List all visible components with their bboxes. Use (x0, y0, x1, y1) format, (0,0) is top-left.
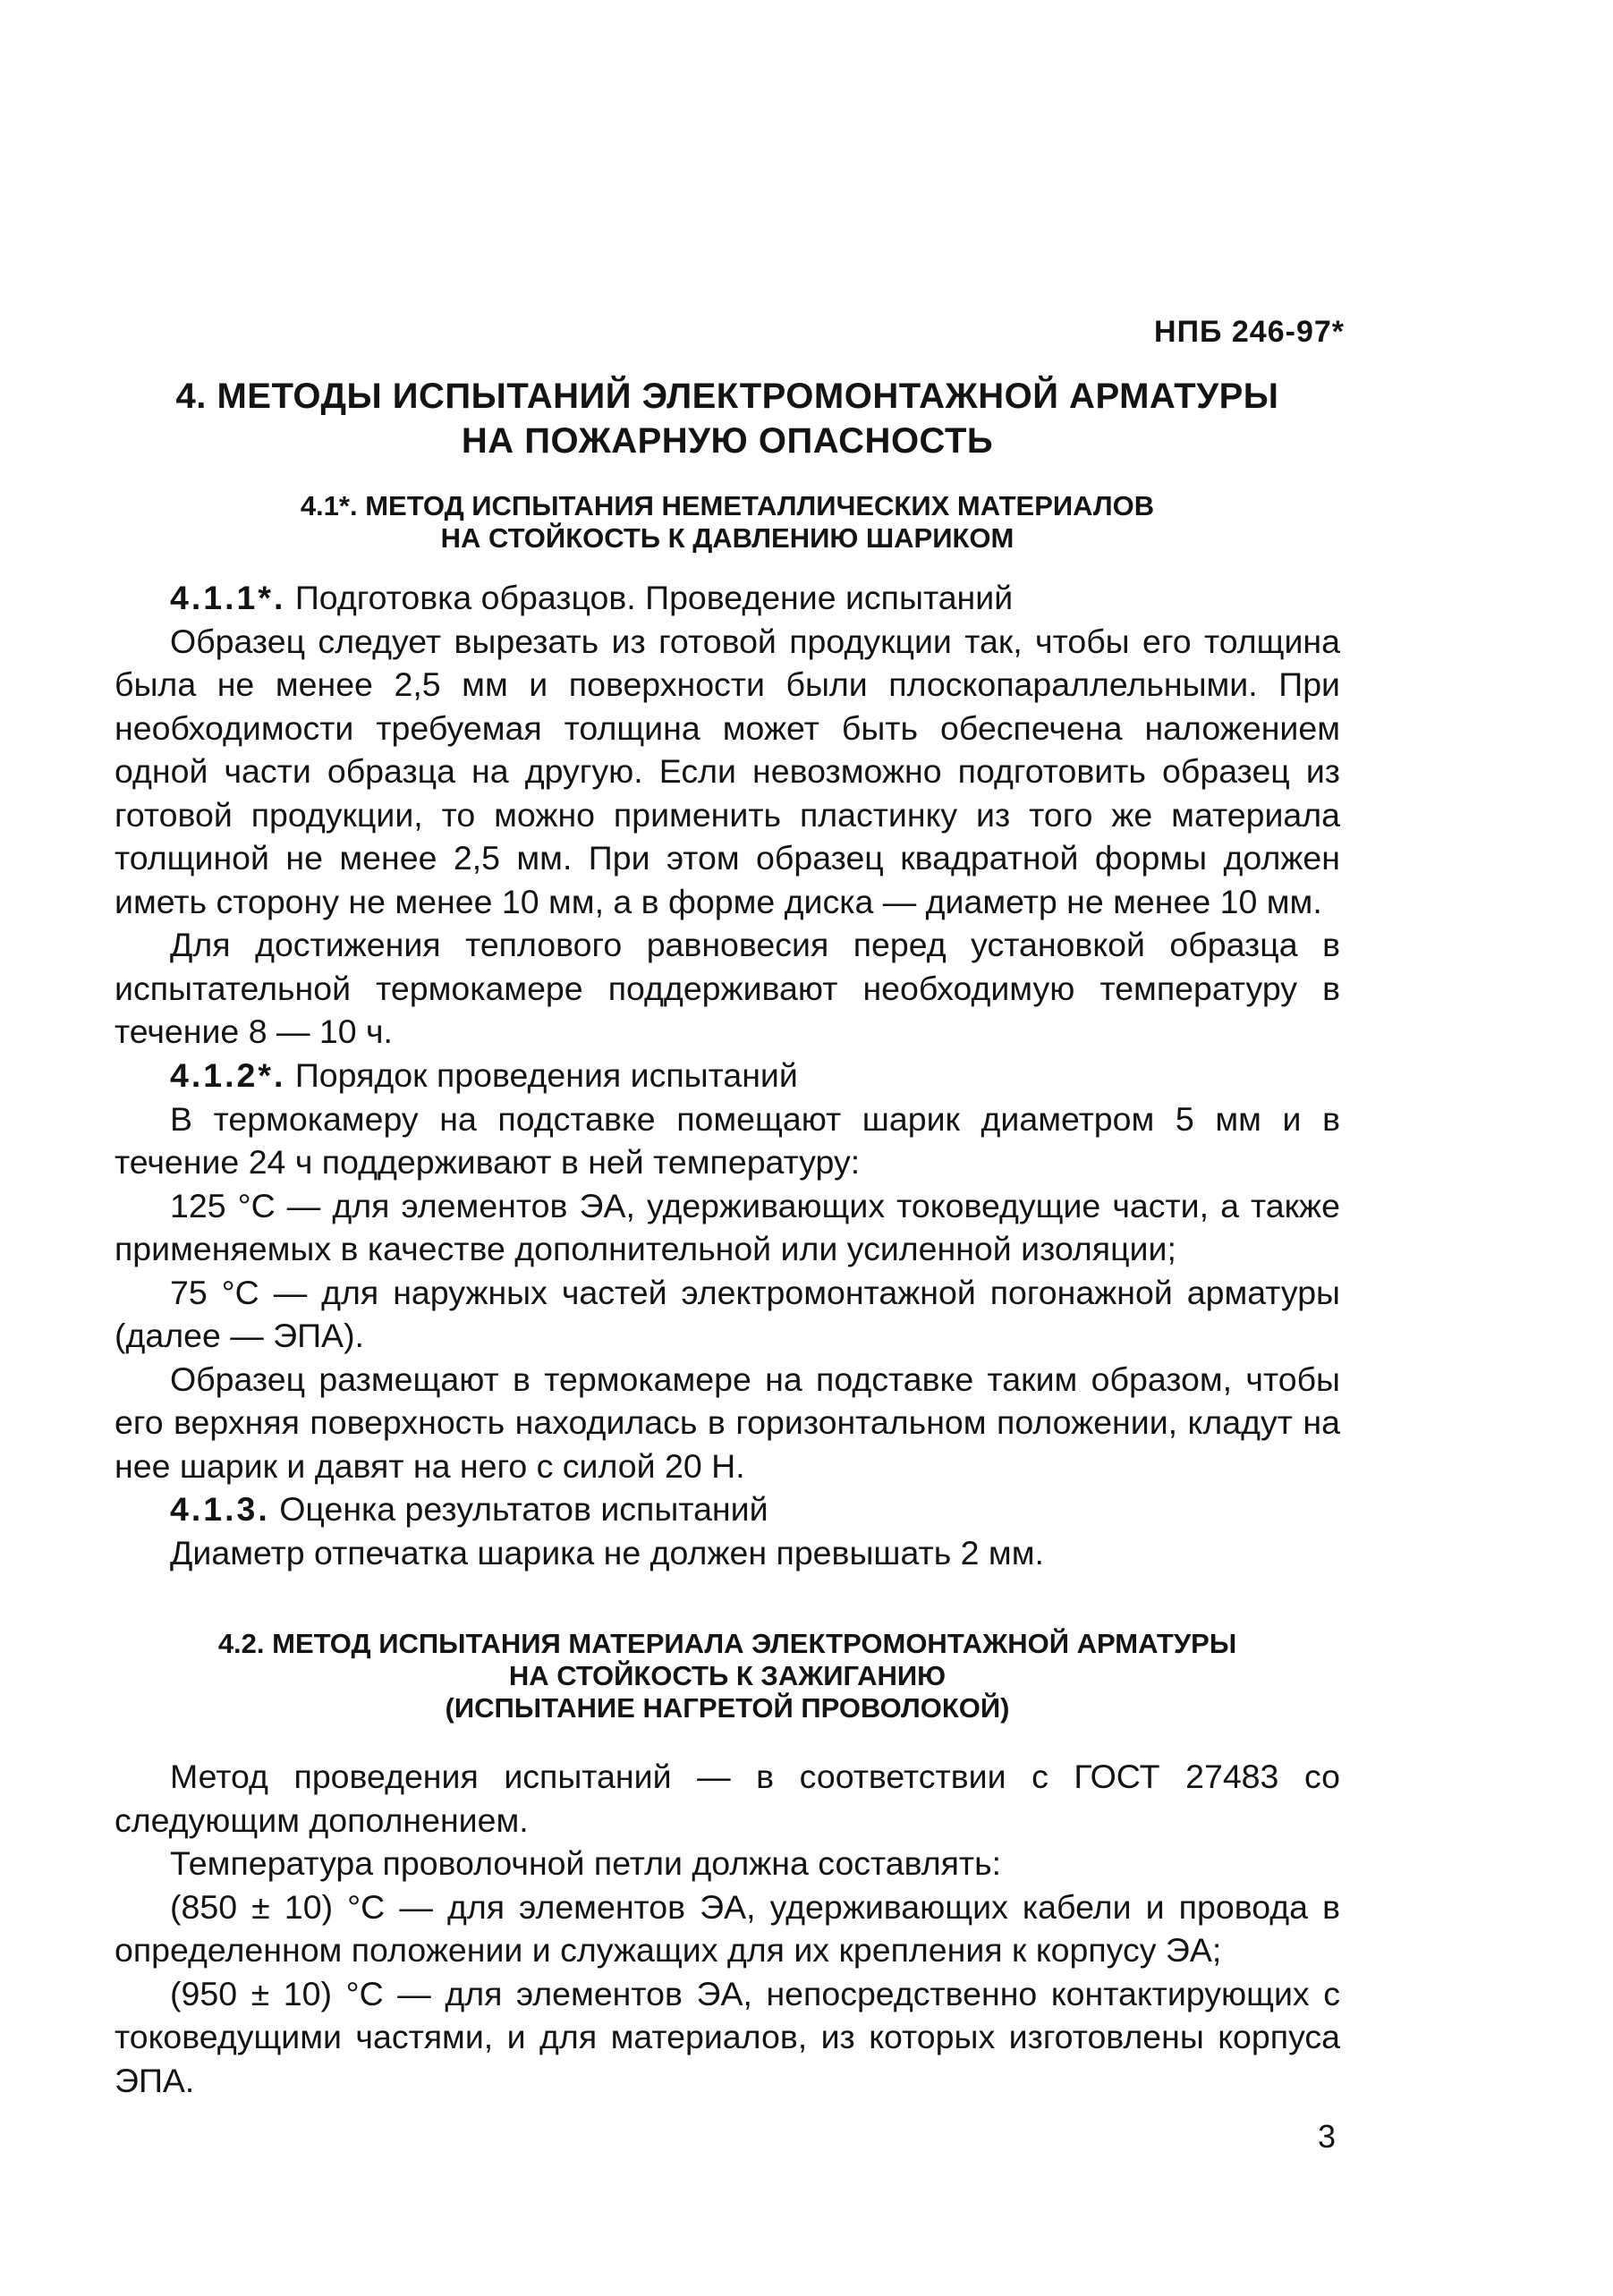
clause-4-1-2-paragraph-4: Образец размещают в термокамере на подставке таким образом, чтобы его верхняя поверхность находилась в горизонтальном положении, кладут на нее шарик и давят на него с силой 20 Н. (115, 1360, 1340, 1485)
page-number: 3 (1317, 2118, 1336, 2155)
section-4-title-line-2: НА ПОЖАРНУЮ ОПАСНОСТЬ (461, 421, 994, 461)
clause-4-1-3-heading (115, 1487, 1340, 1531)
clause-4-1-2-paragraph-1: В термокамеру на подставке помещают шарик диаметром 5 мм и в течение 24 ч поддерживают в ней температуру: (115, 1099, 1340, 1181)
section-4-title-line-1: 4. МЕТОДЫ ИСПЫТАНИЙ ЭЛЕКТРОМОНТАЖНОЙ АРМАТУРЫ (175, 377, 1279, 416)
clause-4-1-1-paragraph-1: Образец следует вырезать из готовой продукции так, чтобы его толщина была не менее 2,5 мм и поверхности были плоскопараллельными. При необходимости требуемая толщина может быть обеспечена наложением одной части образца на другую. Если невозможно подготовить образец из готовой продукции, то можно применить пластинку из того же материала толщиной не менее 2,5 мм. При этом образец квадратной формы должен иметь сторону не менее 10 мм, а в форме диска — диаметр не менее 10 мм. (115, 622, 1340, 920)
section-4-2-paragraph-4: (950 ± 10) °С — для элементов ЭА, непосредственно контактирующих с токоведущими частями, и для материалов, из которых изготовлены корпуса ЭПА. (115, 1974, 1340, 2099)
clause-4-1-3-title: Оценка результатов испытаний (279, 1490, 768, 1528)
section-4-2-title-line-3: (ИСПЫТАНИЕ НАГРЕТОЙ ПРОВОЛОКОЙ) (445, 1692, 1010, 1724)
clause-4-1-2-title: Порядок проведения испытаний (294, 1056, 798, 1094)
clause-4-1-2 (115, 1054, 1340, 1487)
document-code: НПБ 246-97* (1154, 315, 1345, 349)
clause-4-1-2-number: 4.1.2*. (170, 1056, 286, 1094)
clause-4-1-3-paragraph-1: Диаметр отпечатка шарика не должен превышать 2 мм. (170, 1533, 1044, 1572)
clause-4-1-1-title: Подготовка образцов. Проведение испытаний (294, 579, 1014, 616)
section-4-1-heading (115, 490, 1340, 555)
section-4-heading (115, 374, 1340, 463)
section-4-1-title-line-1: 4.1*. МЕТОД ИСПЫТАНИЯ НЕМЕТАЛЛИЧЕСКИХ МАТЕРИАЛОВ (300, 490, 1155, 521)
clause-4-1-2-paragraph-2: 125 °С — для элементов ЭА, удерживающих токоведущие части, а также применяемых в качестве дополнительной или усиленной изоляции; (115, 1186, 1340, 1267)
section-4-2-paragraph-2: Температура проволочной петли должна составлять: (170, 1844, 1002, 1882)
clause-4-1-2-heading (115, 1054, 1340, 1097)
clause-4-1-1 (115, 576, 1340, 1054)
section-4-2-paragraph-3: (850 ± 10) °С — для элементов ЭА, удерживающих кабели и провода в определенном положении и служащих для их крепления к корпусу ЭА; (115, 1887, 1340, 1969)
clause-4-1-1-heading (115, 576, 1340, 620)
section-4-2-title-line-1: 4.2. МЕТОД ИСПЫТАНИЯ МАТЕРИАЛА ЭЛЕКТРОМОНТАЖНОЙ АРМАТУРЫ (217, 1628, 1237, 1659)
section-4-2-body (115, 1755, 1340, 2102)
clause-4-1-3-number: 4.1.3. (170, 1490, 270, 1528)
section-4-1-title-line-2: НА СТОЙКОСТЬ К ДАВЛЕНИЮ ШАРИКОМ (440, 522, 1014, 554)
section-4-2-title-line-2: НА СТОЙКОСТЬ К ЗАЖИГАНИЮ (508, 1660, 947, 1691)
clause-4-1-2-paragraph-3: 75 °С — для наружных частей электромонтажной погонажной арматуры (далее — ЭПА). (115, 1273, 1340, 1354)
clause-4-1-1-paragraph-2: Для достижения теплового равновесия перед установкой образца в испытательной термокамере поддерживают необходимую температуру в течение 8 — 10 ч. (115, 926, 1340, 1050)
clause-4-1-3 (115, 1487, 1340, 1574)
clause-4-1-1-number: 4.1.1*. (170, 579, 286, 616)
section-4-2-heading (115, 1628, 1340, 1724)
section-4-2-paragraph-1: Метод проведения испытаний — в соответствии с ГОСТ 27483 со следующим дополнением. (115, 1758, 1340, 1839)
